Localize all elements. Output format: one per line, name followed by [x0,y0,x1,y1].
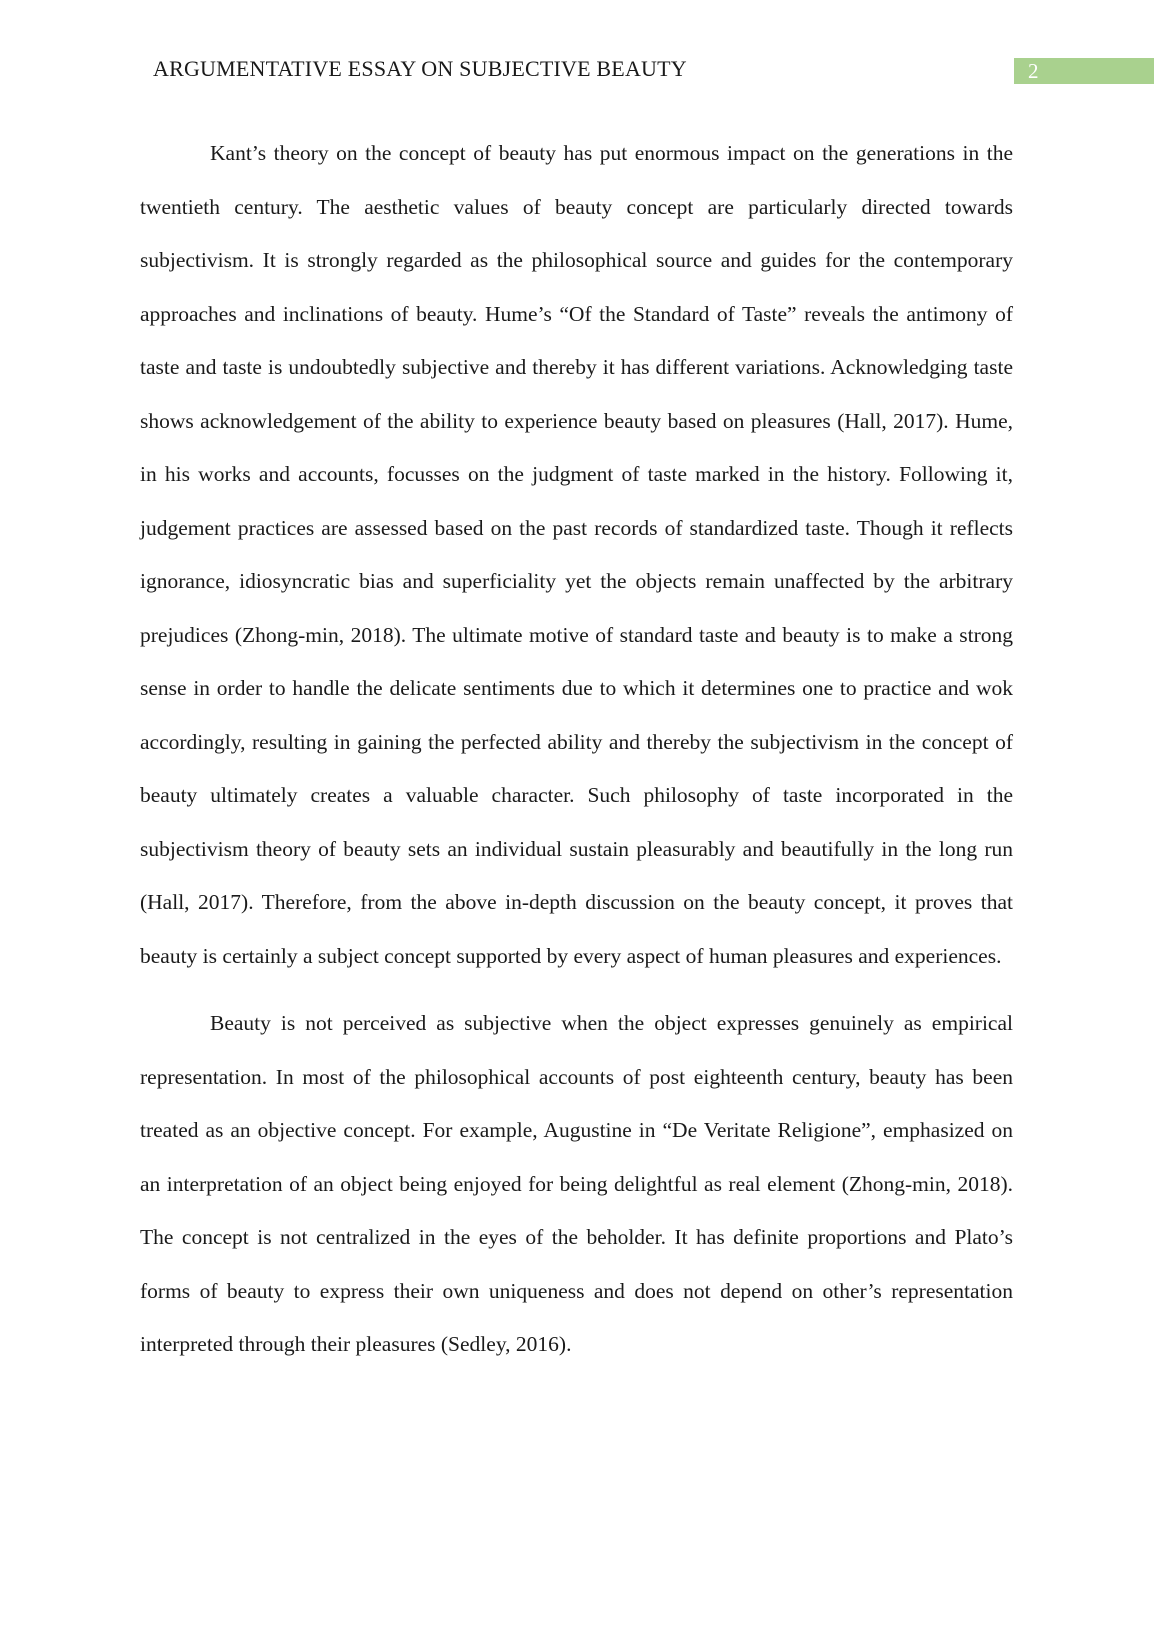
paragraph-kant-hume: Kant’s theory on the concept of beauty has put enormous impact on the generations in the twentieth century. The aesthetic values of beauty concept are particularly directed towards subjectivism. It is strongly regarded as the philosophical source and guides for the contemporary approaches and inclinations of beauty. Hume’s “Of the Standard of Taste” reveals the antimony of taste and taste is undoubtedly subjective and thereby it has different variations. Acknowledging taste shows acknowledgement of the ability to experience beauty based on pleasures (Hall, 2017). Hume, in his works and accounts, focusses on the judgment of taste marked in the history. Following it, judgement practices are assessed based on the past records of standardized taste. Though it reflects ignorance, idiosyncratic bias and superficiality yet the objects remain unaffected by the arbitrary prejudices (Zhong-min, 2018). The ultimate motive of standard taste and beauty is to make a strong sense in order to handle the delicate sentiments due to which it determines one to practice and wok accordingly, resulting in gaining the perfected ability and thereby the subjectivism in the concept of beauty ultimately creates a valuable character. Such philosophy of taste incorporated in the subjectivism theory of beauty sets an individual sustain pleasurably and beautifully in the long run (Hall, 2017). Therefore, from the above in-depth discussion on the beauty concept, it proves that beauty is certainly a subject concept supported by every aspect of human pleasures and experiences. [140,141,1013,968]
page-number-badge [1014,58,1154,84]
running-header-title: ARGUMENTATIVE ESSAY ON SUBJECTIVE BEAUTY [153,56,687,81]
page-number: 2 [1028,59,1039,83]
essay-body [140,127,1013,1372]
paragraph-objective-beauty: Beauty is not perceived as subjective when the object expresses genuinely as empirical representation. In most of the philosophical accounts of post eighteenth century, beauty has been treated as an objective concept. For example, Augustine in “De Veritate Religione”, emphasized on an interpretation of an object being enjoyed for being delightful as real element (Zhong-min, 2018). The concept is not centralized in the eyes of the beholder. It has definite proportions and Plato’s forms of beauty to express their own uniqueness and does not depend on other’s representation interpreted through their pleasures (Sedley, 2016). [140,1011,1013,1356]
